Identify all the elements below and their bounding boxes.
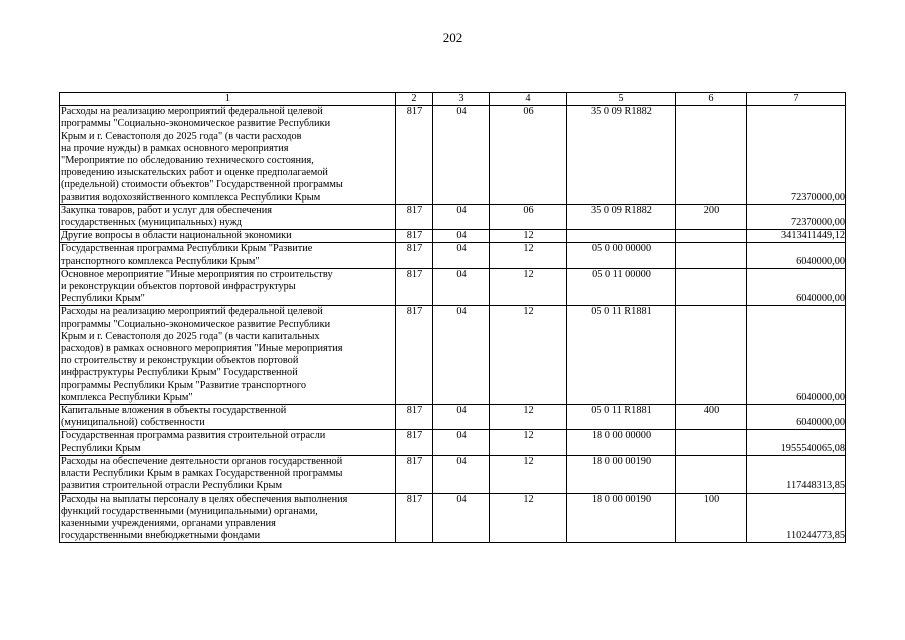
row-name-text: Основное мероприятие "Иные мероприятия по строительству и реконструкции объектов портовой инфраструктуры Республики Крым" [61,268,333,305]
row-name-text: Капитальные вложения в объекты государственной (муниципальной) собственности [61,405,287,429]
expense-type-cell [676,106,747,205]
row-name-cell [60,268,396,306]
table-row [60,306,846,405]
target-article-cell [567,230,676,243]
section-code-cell: 04 [433,268,490,306]
row-name-text: Закупка товаров, работ и услуг для обеспечения государственных (муниципальных) нужд [61,204,272,229]
row-name-text: Государственная программа развития строительной отрасли Республики Крым [61,430,326,454]
row-name-cell [60,230,396,243]
subsection-code-cell: 12 [490,405,567,430]
budget-table [59,92,846,543]
amount-cell: 72370000,00 [747,106,846,205]
row-name-text: Расходы на реализацию мероприятий федеральной целевой программы "Социально-экономическое развитие Республики Крым и г. Севастополя до 2025 года" (в части расходов на прочие нужды) в рамках основного мероприятия "Мероприятие по обследованию технического состояния, проведению изыскательских работ и оценке предполагаемой (предельной) стоимости объектов" Государственной программы развития водохозяйственного комплекса Республики Крым [61,106,343,203]
expense-type-cell [676,268,747,306]
section-code-cell: 04 [433,106,490,205]
column-header: 1 [60,93,396,106]
subsection-code-cell: 06 [490,204,567,229]
target-article-cell: 35 0 09 R1882 [567,106,676,205]
section-code-cell: 04 [433,306,490,405]
table-row [60,493,846,543]
expense-type-cell [676,430,747,455]
amount-cell: 3413411449,12 [747,230,846,243]
expense-type-cell [676,243,747,268]
table-row [60,243,846,268]
table-row [60,405,846,430]
ministry-code-cell: 817 [396,204,433,229]
row-name-cell [60,306,396,405]
row-name-cell [60,243,396,268]
table-row [60,230,846,243]
column-header: 2 [396,93,433,106]
expense-type-cell: 200 [676,204,747,229]
expense-type-cell: 100 [676,493,747,543]
subsection-code-cell: 12 [490,455,567,493]
target-article-cell: 05 0 11 00000 [567,268,676,306]
target-article-cell: 35 0 09 R1882 [567,204,676,229]
amount-cell: 6040000,00 [747,405,846,430]
target-article-cell: 18 0 00 00190 [567,493,676,543]
ministry-code-cell: 817 [396,405,433,430]
table-row [60,268,846,306]
subsection-code-cell: 06 [490,106,567,205]
ministry-code-cell: 817 [396,268,433,306]
subsection-code-cell: 12 [490,268,567,306]
column-header: 7 [747,93,846,106]
target-article-cell: 05 0 00 00000 [567,243,676,268]
section-code-cell: 04 [433,204,490,229]
section-code-cell: 04 [433,243,490,268]
expense-type-cell [676,455,747,493]
subsection-code-cell: 12 [490,306,567,405]
expense-type-cell: 400 [676,405,747,430]
section-code-cell: 04 [433,230,490,243]
table-row [60,106,846,205]
target-article-cell: 05 0 11 R1881 [567,405,676,430]
subsection-code-cell: 12 [490,243,567,268]
ministry-code-cell: 817 [396,230,433,243]
subsection-code-cell: 12 [490,493,567,543]
column-header: 5 [567,93,676,106]
expense-type-cell [676,306,747,405]
amount-cell: 117448313,85 [747,455,846,493]
subsection-code-cell: 12 [490,230,567,243]
amount-cell: 110244773,85 [747,493,846,543]
column-header: 3 [433,93,490,106]
table-row [60,455,846,493]
expense-type-cell [676,230,747,243]
ministry-code-cell: 817 [396,430,433,455]
page-number: 202 [442,30,463,45]
section-code-cell: 04 [433,405,490,430]
amount-cell: 1955540065,08 [747,430,846,455]
target-article-cell: 05 0 11 R1881 [567,306,676,405]
amount-cell: 72370000,00 [747,204,846,229]
row-name-text: Расходы на реализацию мероприятий федеральной целевой программы "Социально-экономическое развитие Республики Крым и г. Севастополя до 2025 года" (в части капитальных расходов) в рамках основного мероприятия "Иные мероприятия по строительству и реконструкции объектов портовой инфраструктуры Республики Крым" Государственной программы Республики Крым "Развитие транспортного комплекса Республики Крым" [61,306,343,403]
table-row [60,430,846,455]
section-code-cell: 04 [433,430,490,455]
ministry-code-cell: 817 [396,306,433,405]
amount-cell: 6040000,00 [747,243,846,268]
target-article-cell: 18 0 00 00190 [567,455,676,493]
row-name-text: Государственная программа Республики Крым "Развитие транспортного комплекса Республики Крым" [61,243,313,267]
column-header-row [60,93,846,106]
column-header: 6 [676,93,747,106]
ministry-code-cell: 817 [396,106,433,205]
ministry-code-cell: 817 [396,243,433,268]
row-name-text: Другие вопросы в области национальной экономики [61,230,292,242]
subsection-code-cell: 12 [490,430,567,455]
ministry-code-cell: 817 [396,493,433,543]
ministry-code-cell: 817 [396,455,433,493]
row-name-text: Расходы на обеспечение деятельности органов государственной власти Республики Крым в рамках Государственной программы развития строительной отрасли Республики Крым [61,455,343,492]
column-header: 4 [490,93,567,106]
section-code-cell: 04 [433,493,490,543]
amount-cell: 6040000,00 [747,268,846,306]
row-name-cell [60,430,396,455]
row-name-cell [60,204,396,229]
amount-cell: 6040000,00 [747,306,846,405]
row-name-cell [60,405,396,430]
row-name-cell [60,106,396,205]
row-name-cell [60,455,396,493]
row-name-cell [60,493,396,543]
table-row [60,204,846,229]
section-code-cell: 04 [433,455,490,493]
target-article-cell: 18 0 00 00000 [567,430,676,455]
row-name-text: Расходы на выплаты персоналу в целях обеспечения выполнения функций государственными (муниципальными) органами, казенными учреждениями, органами управления государственными внебюджетными фондами [61,493,348,542]
